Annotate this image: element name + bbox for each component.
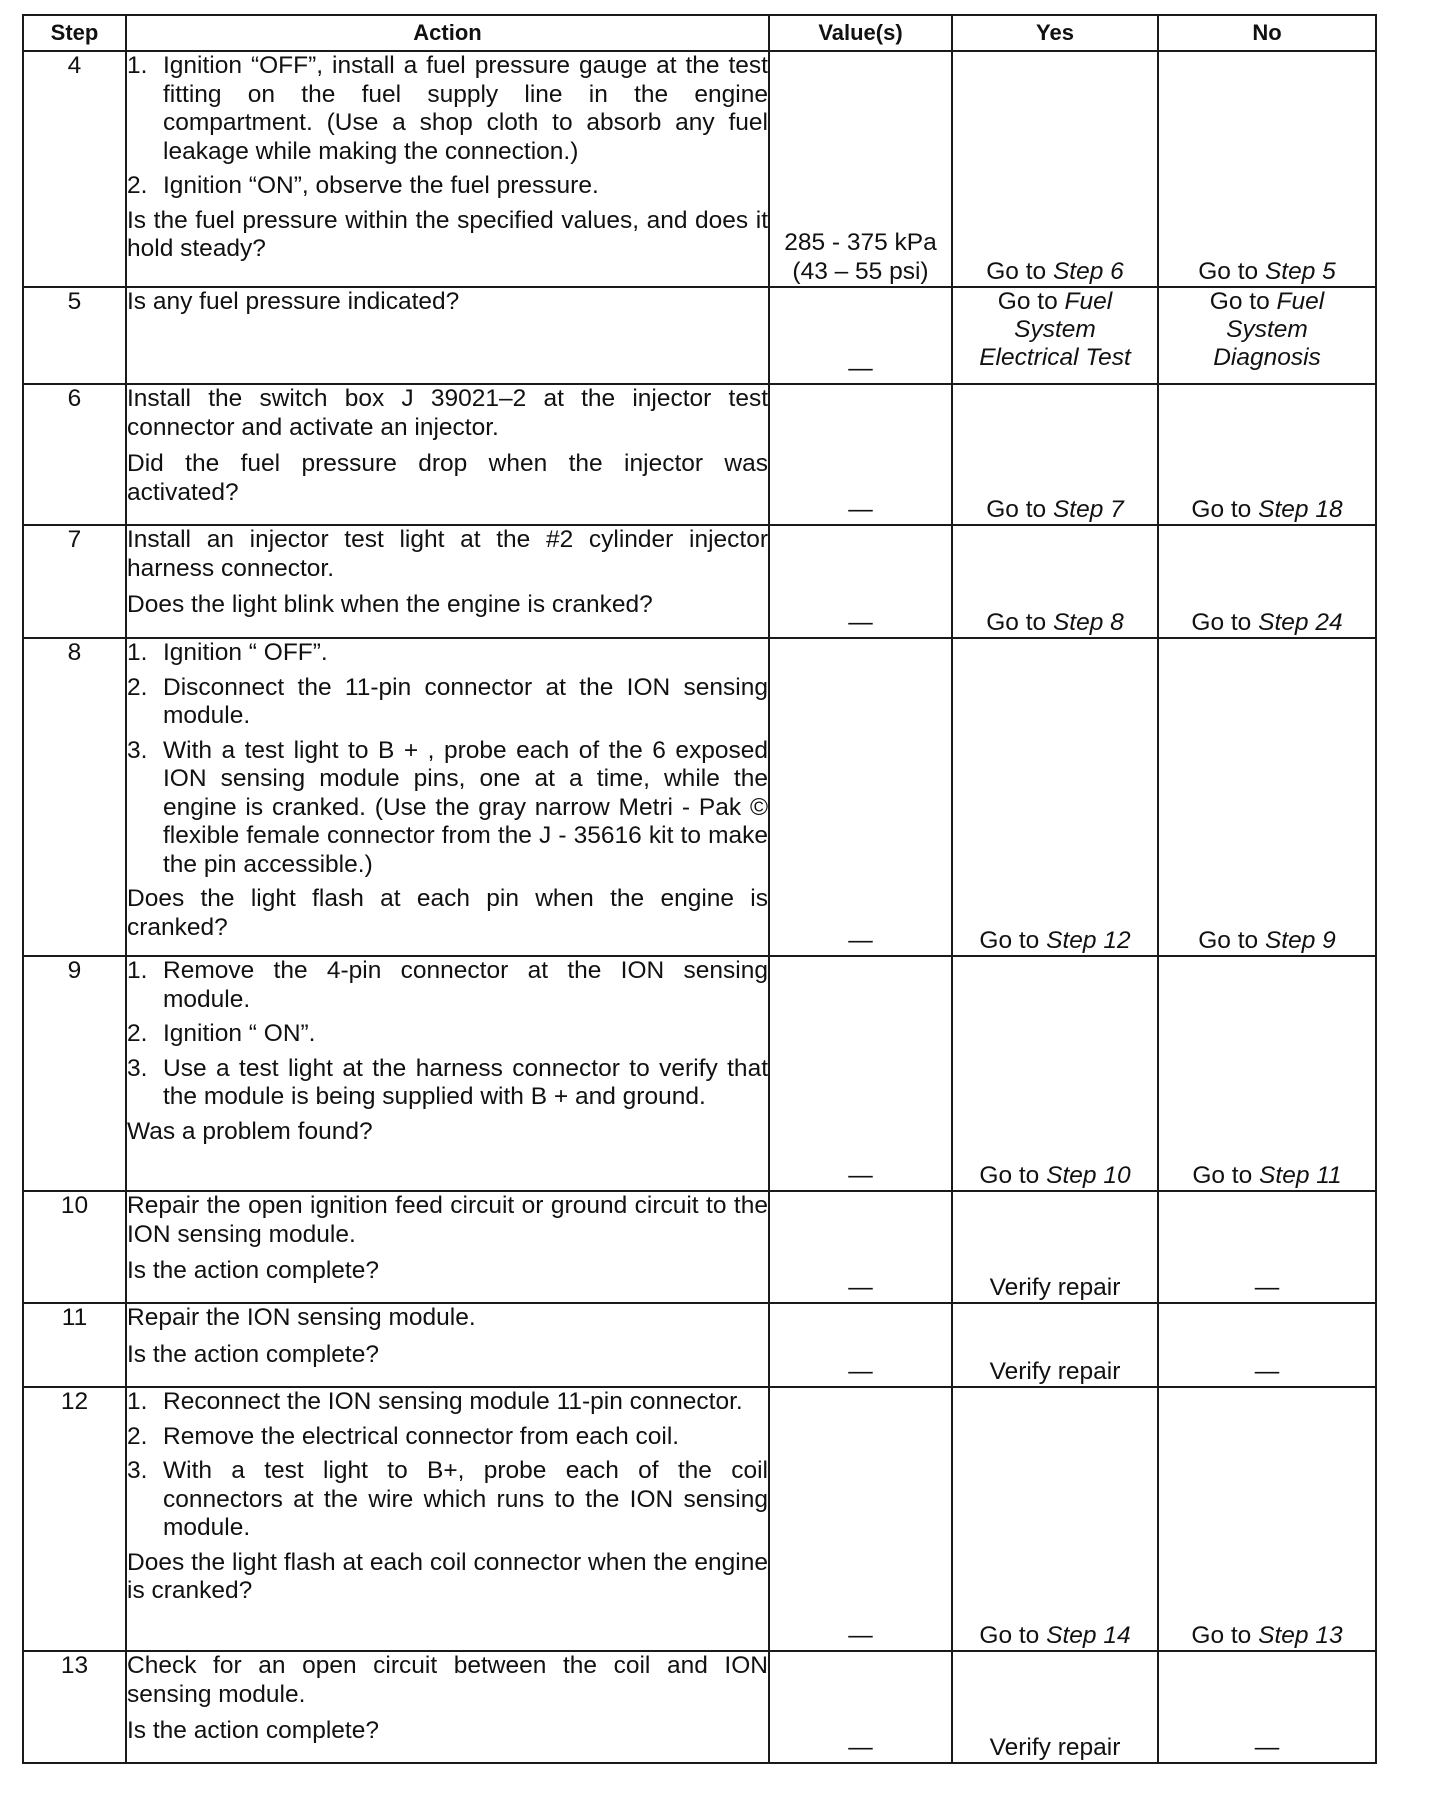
no-cell <box>1158 1387 1376 1651</box>
yes-prefix: Go to <box>979 1161 1047 1189</box>
value-cell: — <box>769 1651 952 1763</box>
item-number: 3. <box>127 1457 148 1484</box>
value-cell <box>769 51 952 287</box>
item-text: With a test light to B+, probe each of the coil connectors at the wire which runs to the ION sensing module. <box>163 1457 768 1541</box>
table-row <box>23 384 1376 525</box>
item-number: 1. <box>127 52 148 79</box>
yes-cell <box>952 525 1158 638</box>
action-cell <box>126 287 769 384</box>
action-question: Is any fuel pressure indicated? <box>127 288 460 315</box>
no-cell <box>1158 384 1376 525</box>
no-step-link[interactable]: Step 24 <box>1258 608 1343 636</box>
value-cell: — <box>769 638 952 956</box>
no-ref-line2[interactable]: System <box>1226 316 1308 343</box>
action-instruction: Install the switch box J 39021–2 at the injector test connector and activate an injector. <box>127 385 768 441</box>
no-prefix: Go to <box>1191 495 1259 523</box>
action-instruction: Repair the ION sensing module. <box>127 1304 476 1331</box>
item-number: 1. <box>127 957 148 984</box>
action-instruction: Check for an open circuit between the coil and ION sensing module. <box>127 1652 768 1708</box>
action-cell <box>126 638 769 956</box>
item-text: Ignition “OFF”, install a fuel pressure gauge at the test fitting on the fuel supply line in the engine compartment. (Use a shop cloth to absorb any fuel leakage while making the connection.) <box>163 52 768 165</box>
yes-step-link[interactable]: Step 8 <box>1052 608 1124 636</box>
yes-prefix: Go to <box>997 288 1065 315</box>
value-cell: — <box>769 384 952 525</box>
yes-prefix: Go to <box>986 257 1053 285</box>
step-number: 5 <box>23 287 126 384</box>
item-number: 1. <box>127 639 148 666</box>
action-cell <box>126 1387 769 1651</box>
item-text: With a test light to B + , probe each of the 6 exposed ION sensing module pins, one at a time, while the engine is cranked. (Use the gray narrow Metri - Pak © flexible female connector from the J - 35616 kit to make the pin accessible.) <box>163 736 768 878</box>
table-row <box>23 51 1376 287</box>
action-cell <box>126 1651 769 1763</box>
no-cell <box>1158 51 1376 287</box>
action-cell <box>126 51 769 287</box>
yes-cell: Verify repair <box>952 1651 1158 1763</box>
yes-step-link[interactable]: Step 7 <box>1052 495 1124 523</box>
no-prefix: Go to <box>1191 608 1259 636</box>
no-step-link[interactable]: Step 5 <box>1264 257 1336 285</box>
item-text: Use a test light at the harness connector to verify that the module is being supplied with B + and ground. <box>163 1054 768 1110</box>
table-row <box>23 1387 1376 1651</box>
item-number: 3. <box>127 736 148 764</box>
yes-cell: Verify repair <box>952 1303 1158 1387</box>
action-item <box>127 737 768 880</box>
step-number: 10 <box>23 1191 126 1303</box>
value-cell: — <box>769 1191 952 1303</box>
no-prefix: Go to <box>1198 926 1265 954</box>
value-cell: — <box>769 1387 952 1651</box>
action-question: Was a problem found? <box>127 1117 373 1145</box>
item-text: Ignition “ON”, observe the fuel pressure. <box>163 172 599 199</box>
no-prefix: Go to <box>1192 1161 1260 1189</box>
no-cell <box>1158 956 1376 1191</box>
yes-cell <box>952 384 1158 525</box>
action-item <box>127 957 768 1014</box>
no-cell <box>1158 638 1376 956</box>
header-yes: Yes <box>952 15 1158 51</box>
step-number: 13 <box>23 1651 126 1763</box>
action-question: Is the action complete? <box>127 1257 379 1284</box>
action-cell <box>126 384 769 525</box>
action-cell <box>126 956 769 1191</box>
yes-step-link[interactable]: Step 14 <box>1046 1621 1131 1649</box>
item-text: Remove the electrical connector from each coil. <box>163 1422 680 1450</box>
item-number: 2. <box>127 172 148 199</box>
item-number: 2. <box>127 1422 148 1450</box>
table-header-row <box>23 15 1376 51</box>
step-number: 7 <box>23 525 126 638</box>
yes-cell <box>952 956 1158 1191</box>
no-prefix: Go to <box>1191 1621 1259 1649</box>
item-text: Reconnect the ION sensing module 11-pin connector. <box>163 1388 743 1415</box>
header-no: No <box>1158 15 1376 51</box>
no-cell <box>1158 525 1376 638</box>
item-text: Disconnect the 11-pin connector at the ION sensing module. <box>163 673 768 729</box>
no-cell: — <box>1158 1303 1376 1387</box>
action-item <box>127 172 768 201</box>
action-cell <box>126 525 769 638</box>
item-number: 1. <box>127 1388 148 1415</box>
yes-step-link[interactable]: Step 12 <box>1046 926 1131 954</box>
action-instruction: Install an injector test light at the #2 cylinder injector harness connector. <box>127 526 768 582</box>
action-question: Is the action complete? <box>127 1340 379 1368</box>
no-ref-line3[interactable]: Diagnosis <box>1213 344 1321 371</box>
table-row <box>23 956 1376 1191</box>
no-prefix: Go to <box>1198 257 1265 285</box>
table-row <box>23 287 1376 384</box>
action-item <box>127 674 768 731</box>
step-number: 4 <box>23 51 126 287</box>
step-number: 9 <box>23 956 126 1191</box>
yes-step-link[interactable]: Step 6 <box>1052 257 1124 285</box>
item-number: 2. <box>127 1020 148 1047</box>
item-text: Ignition “ OFF”. <box>163 639 328 666</box>
action-question: Is the fuel pressure within the specified values, and does it hold steady? <box>127 206 768 262</box>
action-cell <box>126 1303 769 1387</box>
yes-prefix: Go to <box>986 495 1053 523</box>
no-cell: — <box>1158 1651 1376 1763</box>
header-values: Value(s) <box>769 15 952 51</box>
action-question: Does the light flash at each pin when the engine is cranked? <box>127 885 768 941</box>
table-row <box>23 1303 1376 1387</box>
table-row <box>23 638 1376 956</box>
action-question: Did the fuel pressure drop when the injector was activated? <box>127 450 768 506</box>
no-prefix: Go to <box>1209 288 1277 315</box>
action-question: Does the light blink when the engine is cranked? <box>127 591 653 618</box>
step-number: 8 <box>23 638 126 956</box>
step-number: 6 <box>23 384 126 525</box>
item-number: 3. <box>127 1054 148 1082</box>
value-cell: — <box>769 956 952 1191</box>
yes-ref-line3[interactable]: Electrical Test <box>979 344 1131 371</box>
action-item <box>127 1055 768 1112</box>
yes-cell <box>952 51 1158 287</box>
yes-ref-line2[interactable]: System <box>1014 316 1096 343</box>
action-item <box>127 1020 768 1049</box>
no-cell <box>1158 287 1376 384</box>
action-cell <box>126 1191 769 1303</box>
yes-prefix: Go to <box>979 926 1047 954</box>
yes-cell <box>952 1387 1158 1651</box>
value-cell: — <box>769 1303 952 1387</box>
action-question: Is the action complete? <box>127 1717 379 1744</box>
action-instruction: Repair the open ignition feed circuit or ground circuit to the ION sensing module. <box>127 1192 768 1248</box>
no-step-link[interactable]: Step 18 <box>1258 495 1343 523</box>
no-cell: — <box>1158 1191 1376 1303</box>
table-row <box>23 525 1376 638</box>
yes-step-link[interactable]: Step 10 <box>1046 1161 1131 1189</box>
action-item <box>127 1388 768 1417</box>
yes-ref-line1[interactable]: Fuel <box>1064 288 1113 315</box>
table-row <box>23 1191 1376 1303</box>
header-action: Action <box>126 15 769 51</box>
diagnostic-table-page <box>22 14 1375 1764</box>
value-cell: — <box>769 287 952 384</box>
action-item <box>127 1457 768 1543</box>
item-text: Ignition “ ON”. <box>163 1020 316 1047</box>
yes-prefix: Go to <box>979 1621 1047 1649</box>
value-psi: (43 – 55 psi) <box>792 257 929 285</box>
value-cell: — <box>769 525 952 638</box>
item-number: 2. <box>127 673 148 701</box>
step-number: 12 <box>23 1387 126 1651</box>
yes-cell: Verify repair <box>952 1191 1158 1303</box>
yes-cell <box>952 287 1158 384</box>
header-step: Step <box>23 15 126 51</box>
item-text: Remove the 4-pin connector at the ION sensing module. <box>163 957 768 1013</box>
action-question: Does the light flash at each coil connector when the engine is cranked? <box>127 1548 768 1604</box>
no-ref-line1[interactable]: Fuel <box>1276 288 1325 315</box>
value-kpa: 285 - 375 kPa <box>784 229 937 256</box>
yes-prefix: Go to <box>986 608 1053 636</box>
no-step-link[interactable]: Step 11 <box>1259 1161 1342 1189</box>
step-number: 11 <box>23 1303 126 1387</box>
action-item <box>127 1423 768 1452</box>
yes-cell <box>952 638 1158 956</box>
no-step-link[interactable]: Step 9 <box>1264 926 1336 954</box>
action-item <box>127 52 768 166</box>
table-row <box>23 1651 1376 1763</box>
diagnostic-table <box>22 14 1377 1764</box>
action-item <box>127 639 768 668</box>
no-step-link[interactable]: Step 13 <box>1258 1621 1343 1649</box>
